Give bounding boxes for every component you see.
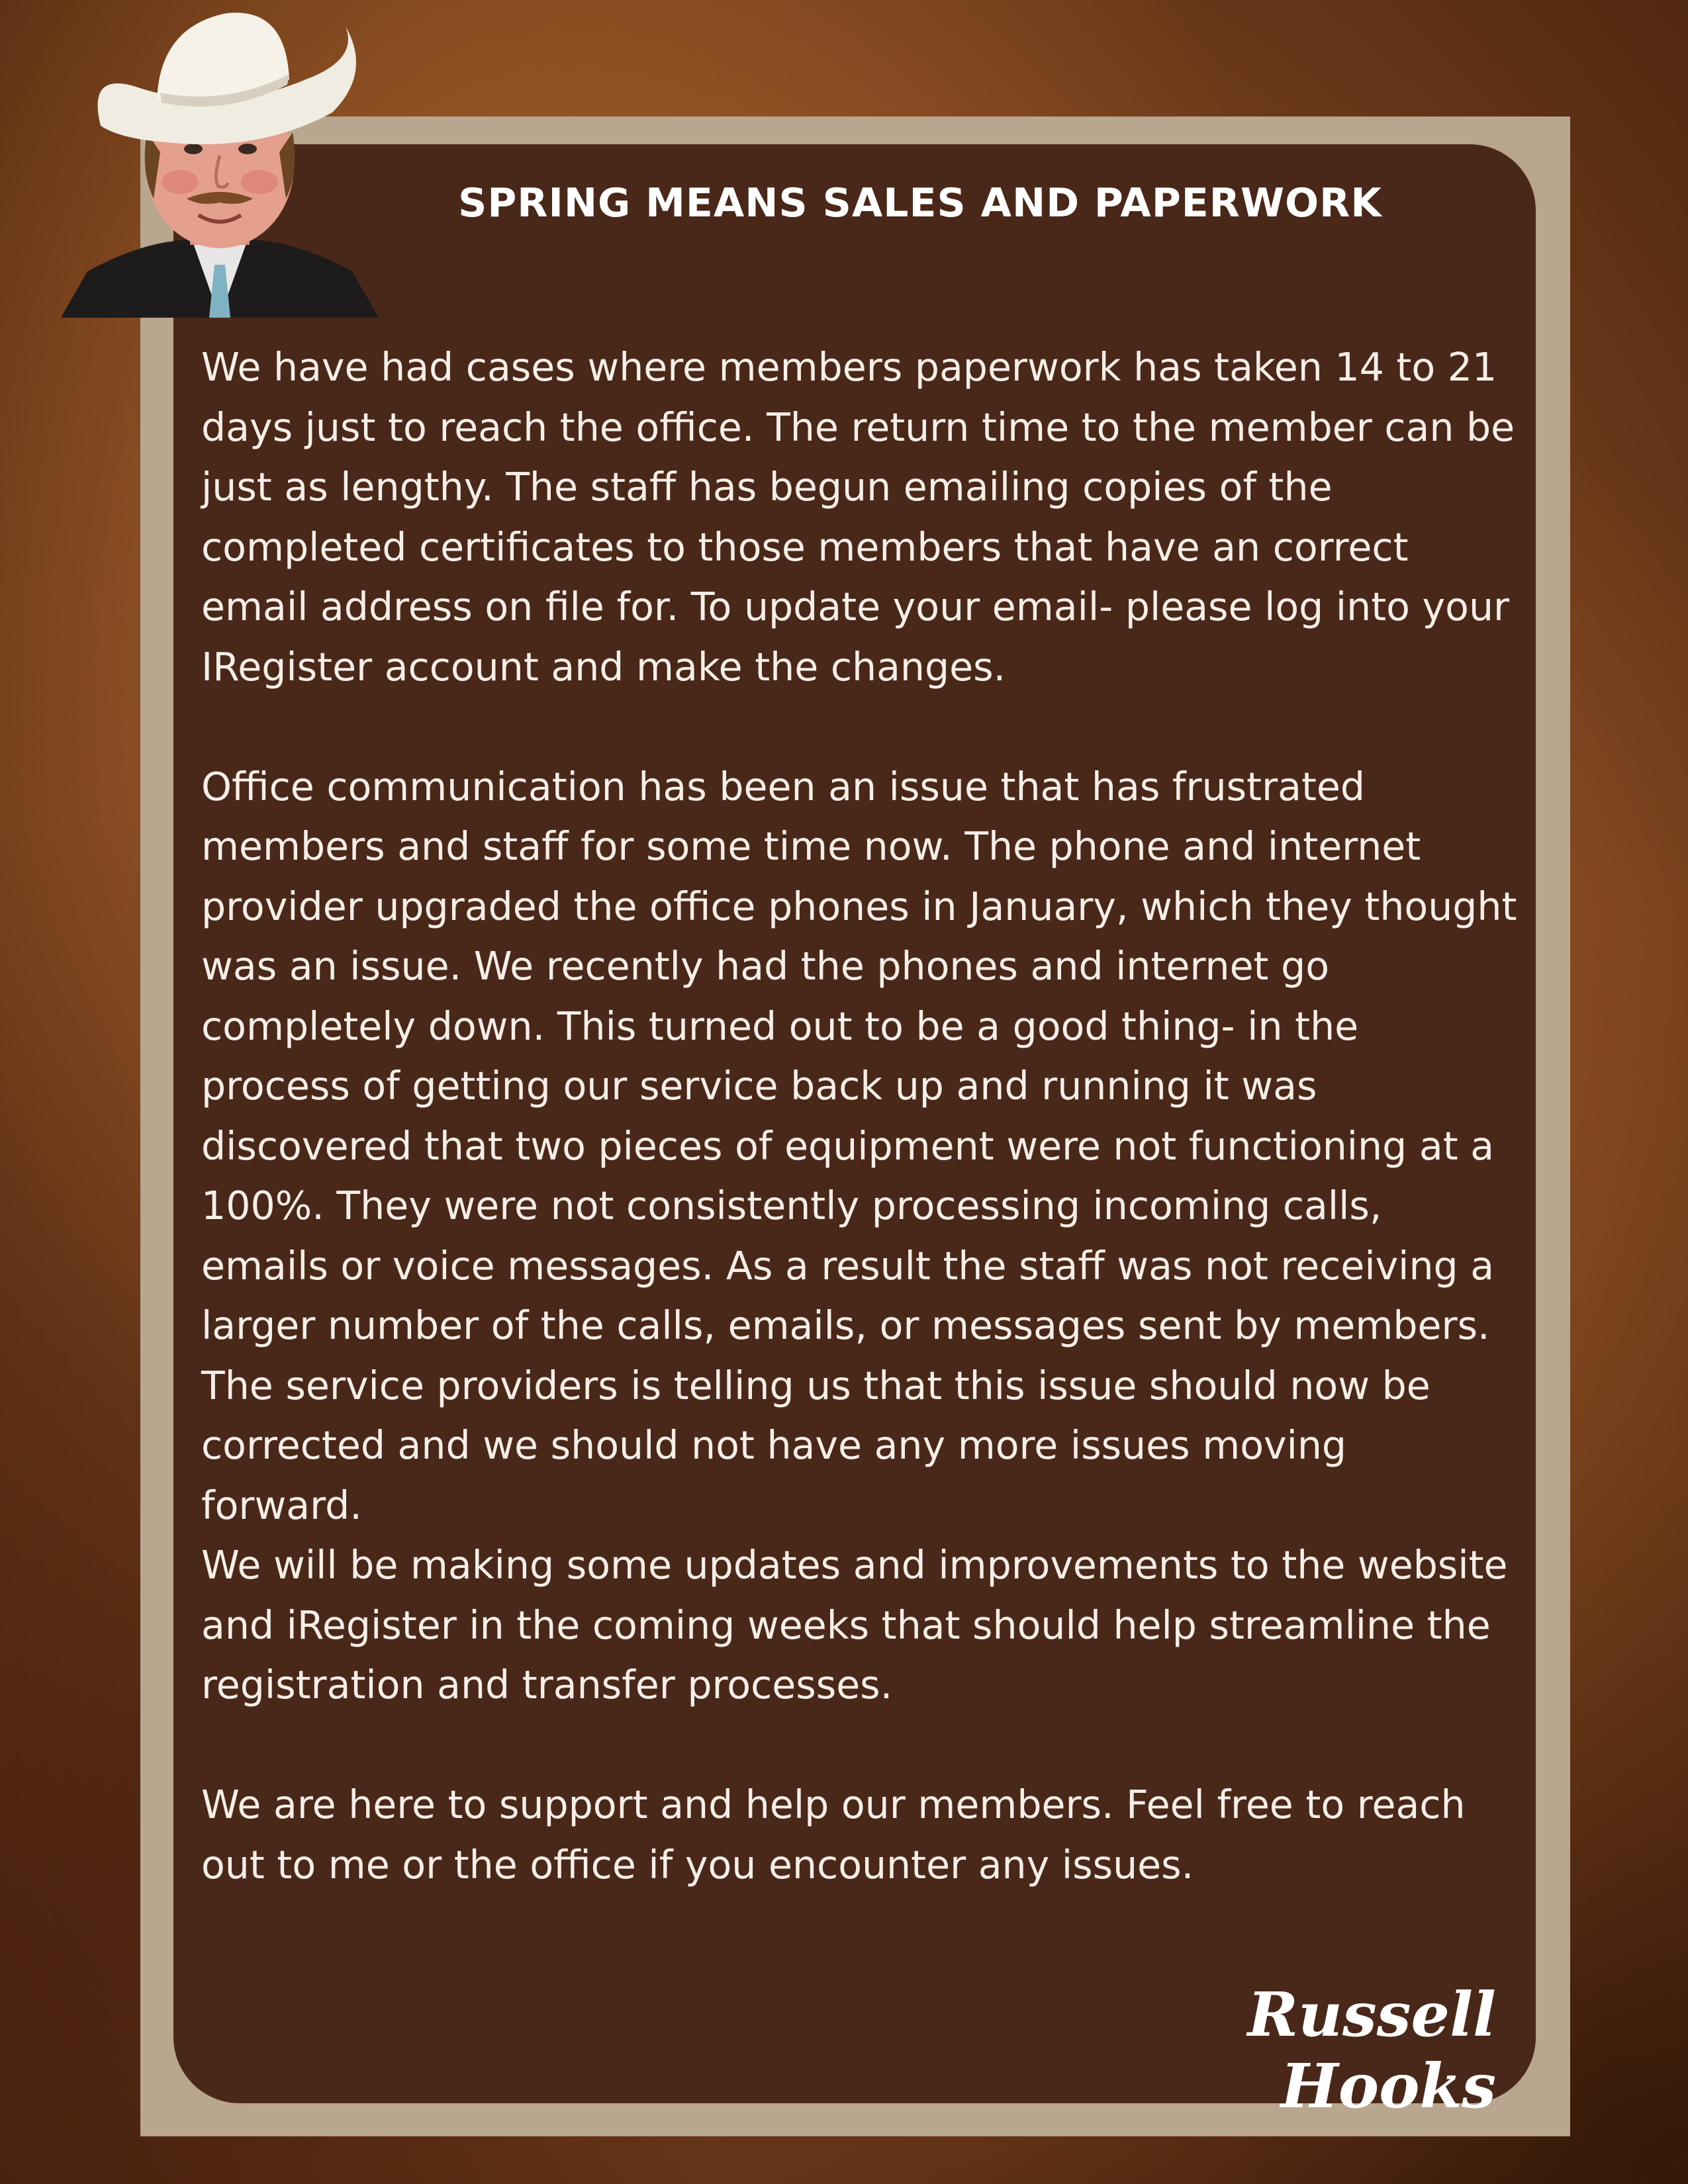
paragraph: We have had cases where members paperwork has taken 14 to 21 days just to reach the office. The return time to the member can be just as lengthy. The staff has begun emailing copies of the completed certificates to those members that have an correct email address on file for. To update your email- please log into your IRegister account and make the changes. <box>201 345 1515 690</box>
article-body <box>201 338 1519 1895</box>
paragraph: We will be making some updates and improvements to the website and iRegister in the coming weeks that should help streamline the registration and transfer processes. <box>201 1543 1508 1707</box>
paragraph: Office communication has been an issue that has frustrated members and staff for some time now. The phone and internet provider upgraded the office phones in January, which they thought was an issue. We recently had the phones and internet go completely down. This turned out to be a good thing- in the process of getting our service back up and running it was discovered that two pieces of equipment were not functioning at a 100%. They were not consistently processing incoming calls, emails or voice messages. As a result the staff was not receiving a larger number of the calls, emails, or messages sent by members. The service providers is telling us that this issue should now be corrected and we should not have any more issues moving forward. <box>201 764 1517 1528</box>
paragraph: We are here to support and help our members. Feel free to reach out to me or the office if you encounter any issues. <box>201 1782 1466 1888</box>
page-title: SPRING MEANS SALES AND PAPERWORK <box>458 180 1382 226</box>
signature: Russell Hooks <box>1247 1979 1496 2122</box>
author-photo <box>61 0 379 318</box>
